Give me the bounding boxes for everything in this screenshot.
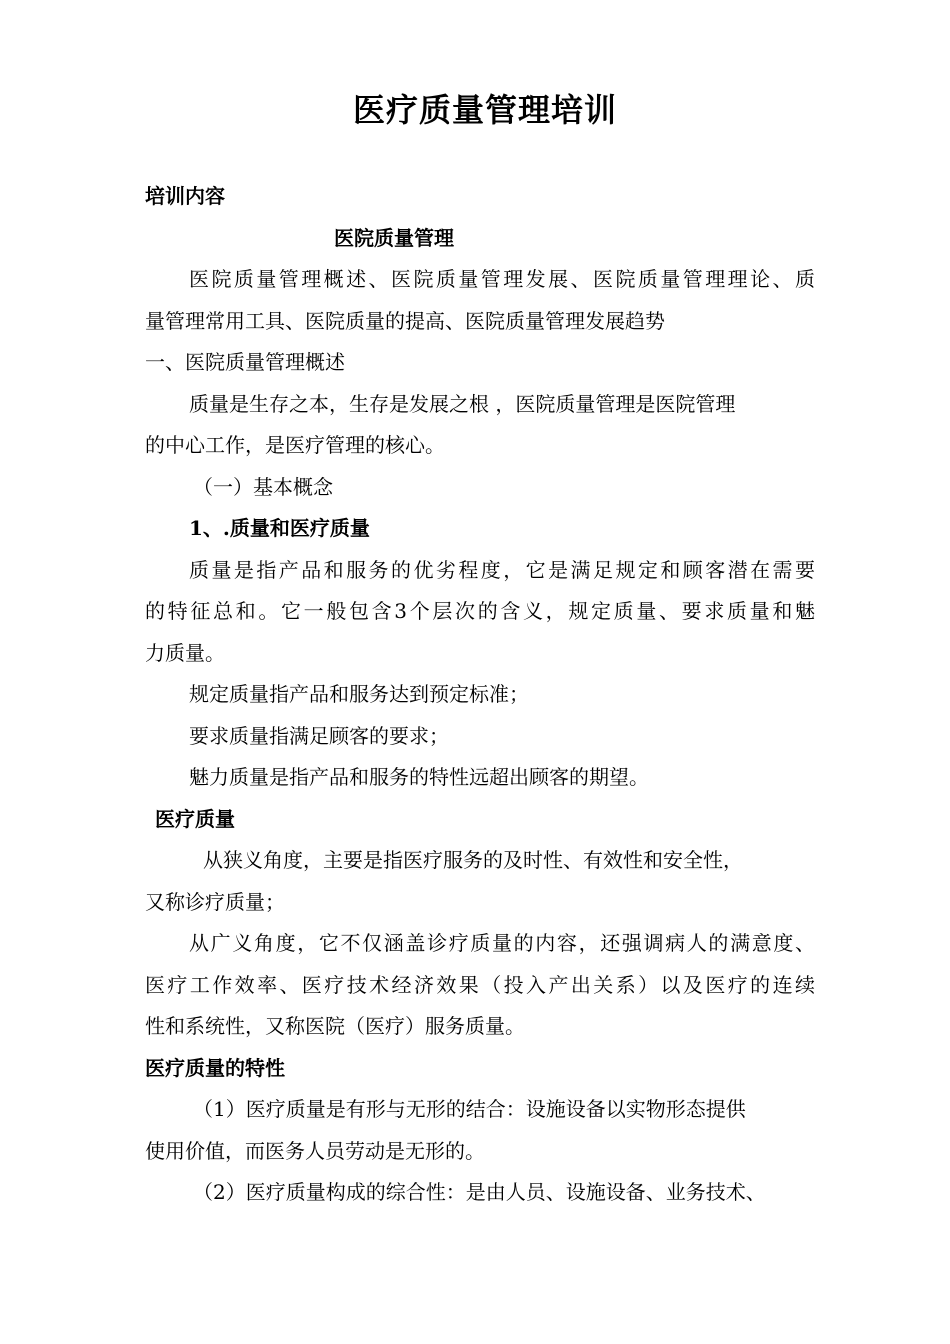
broad-sense-line-3: 性和系统性，又称医院（医疗）服务质量。 — [145, 1014, 525, 1038]
quality-def-line-1: 质量是指产品和服务的优劣程度，它是满足规定和顾客潜在需要 — [189, 558, 815, 582]
characteristic-1-line-2: 使用价值，而医务人员劳动是无形的。 — [145, 1139, 485, 1163]
characteristic-2-line-1: （2）医疗质量构成的综合性：是由人员、设施设备、业务技术、 — [193, 1180, 766, 1204]
section-label: 培训内容 — [145, 184, 225, 208]
subheading-basic-concepts: （一）基本概念 — [193, 475, 333, 499]
defined-quality: 规定质量指产品和服务达到预定标准； — [189, 682, 529, 706]
narrow-sense-line-2: 又称诊疗质量； — [145, 890, 285, 914]
quality-def-line-3: 力质量。 — [145, 641, 225, 665]
chapter-para-line-1: 质量是生存之本，生存是发展之根 ，医院质量管理是医院管理 — [189, 392, 736, 416]
document-title: 医疗质量管理培训 — [352, 91, 617, 129]
chapter-heading: 一、医院质量管理概述 — [145, 350, 345, 374]
intro-line-2: 量管理常用工具、医院质量的提高、医院质量管理发展趋势 — [145, 309, 665, 333]
section-heading: 医院质量管理 — [334, 226, 454, 250]
characteristics-heading: 医疗质量的特性 — [145, 1056, 285, 1080]
medical-quality-heading: 医疗质量 — [155, 807, 235, 831]
quality-def-line-2: 的特征总和。它一般包含3个层次的含义，规定质量、要求质量和魅 — [145, 599, 815, 623]
broad-sense-line-2: 医疗工作效率、医疗技术经济效果（投入产出关系）以及医疗的连续 — [145, 973, 815, 997]
required-quality: 要求质量指满足顾客的要求； — [189, 724, 449, 748]
broad-sense-line-1: 从广义角度，它不仅涵盖诊疗质量的内容，还强调病人的满意度、 — [189, 931, 815, 955]
chapter-para-line-2: 的中心工作，是医疗管理的核心。 — [145, 433, 445, 457]
narrow-sense-line-1: 从狭义角度，主要是指医疗服务的及时性、有效性和安全性， — [203, 848, 743, 872]
item-heading-quality: 1、.质量和医疗质量 — [189, 516, 370, 540]
charm-quality: 魅力质量是指产品和服务的特性远超出顾客的期望。 — [189, 765, 649, 789]
intro-line-1: 医院质量管理概述、医院质量管理发展、医院质量管理理论、质 — [189, 267, 815, 291]
characteristic-1-line-1: （1）医疗质量是有形与无形的结合：设施设备以实物形态提供 — [193, 1097, 746, 1121]
